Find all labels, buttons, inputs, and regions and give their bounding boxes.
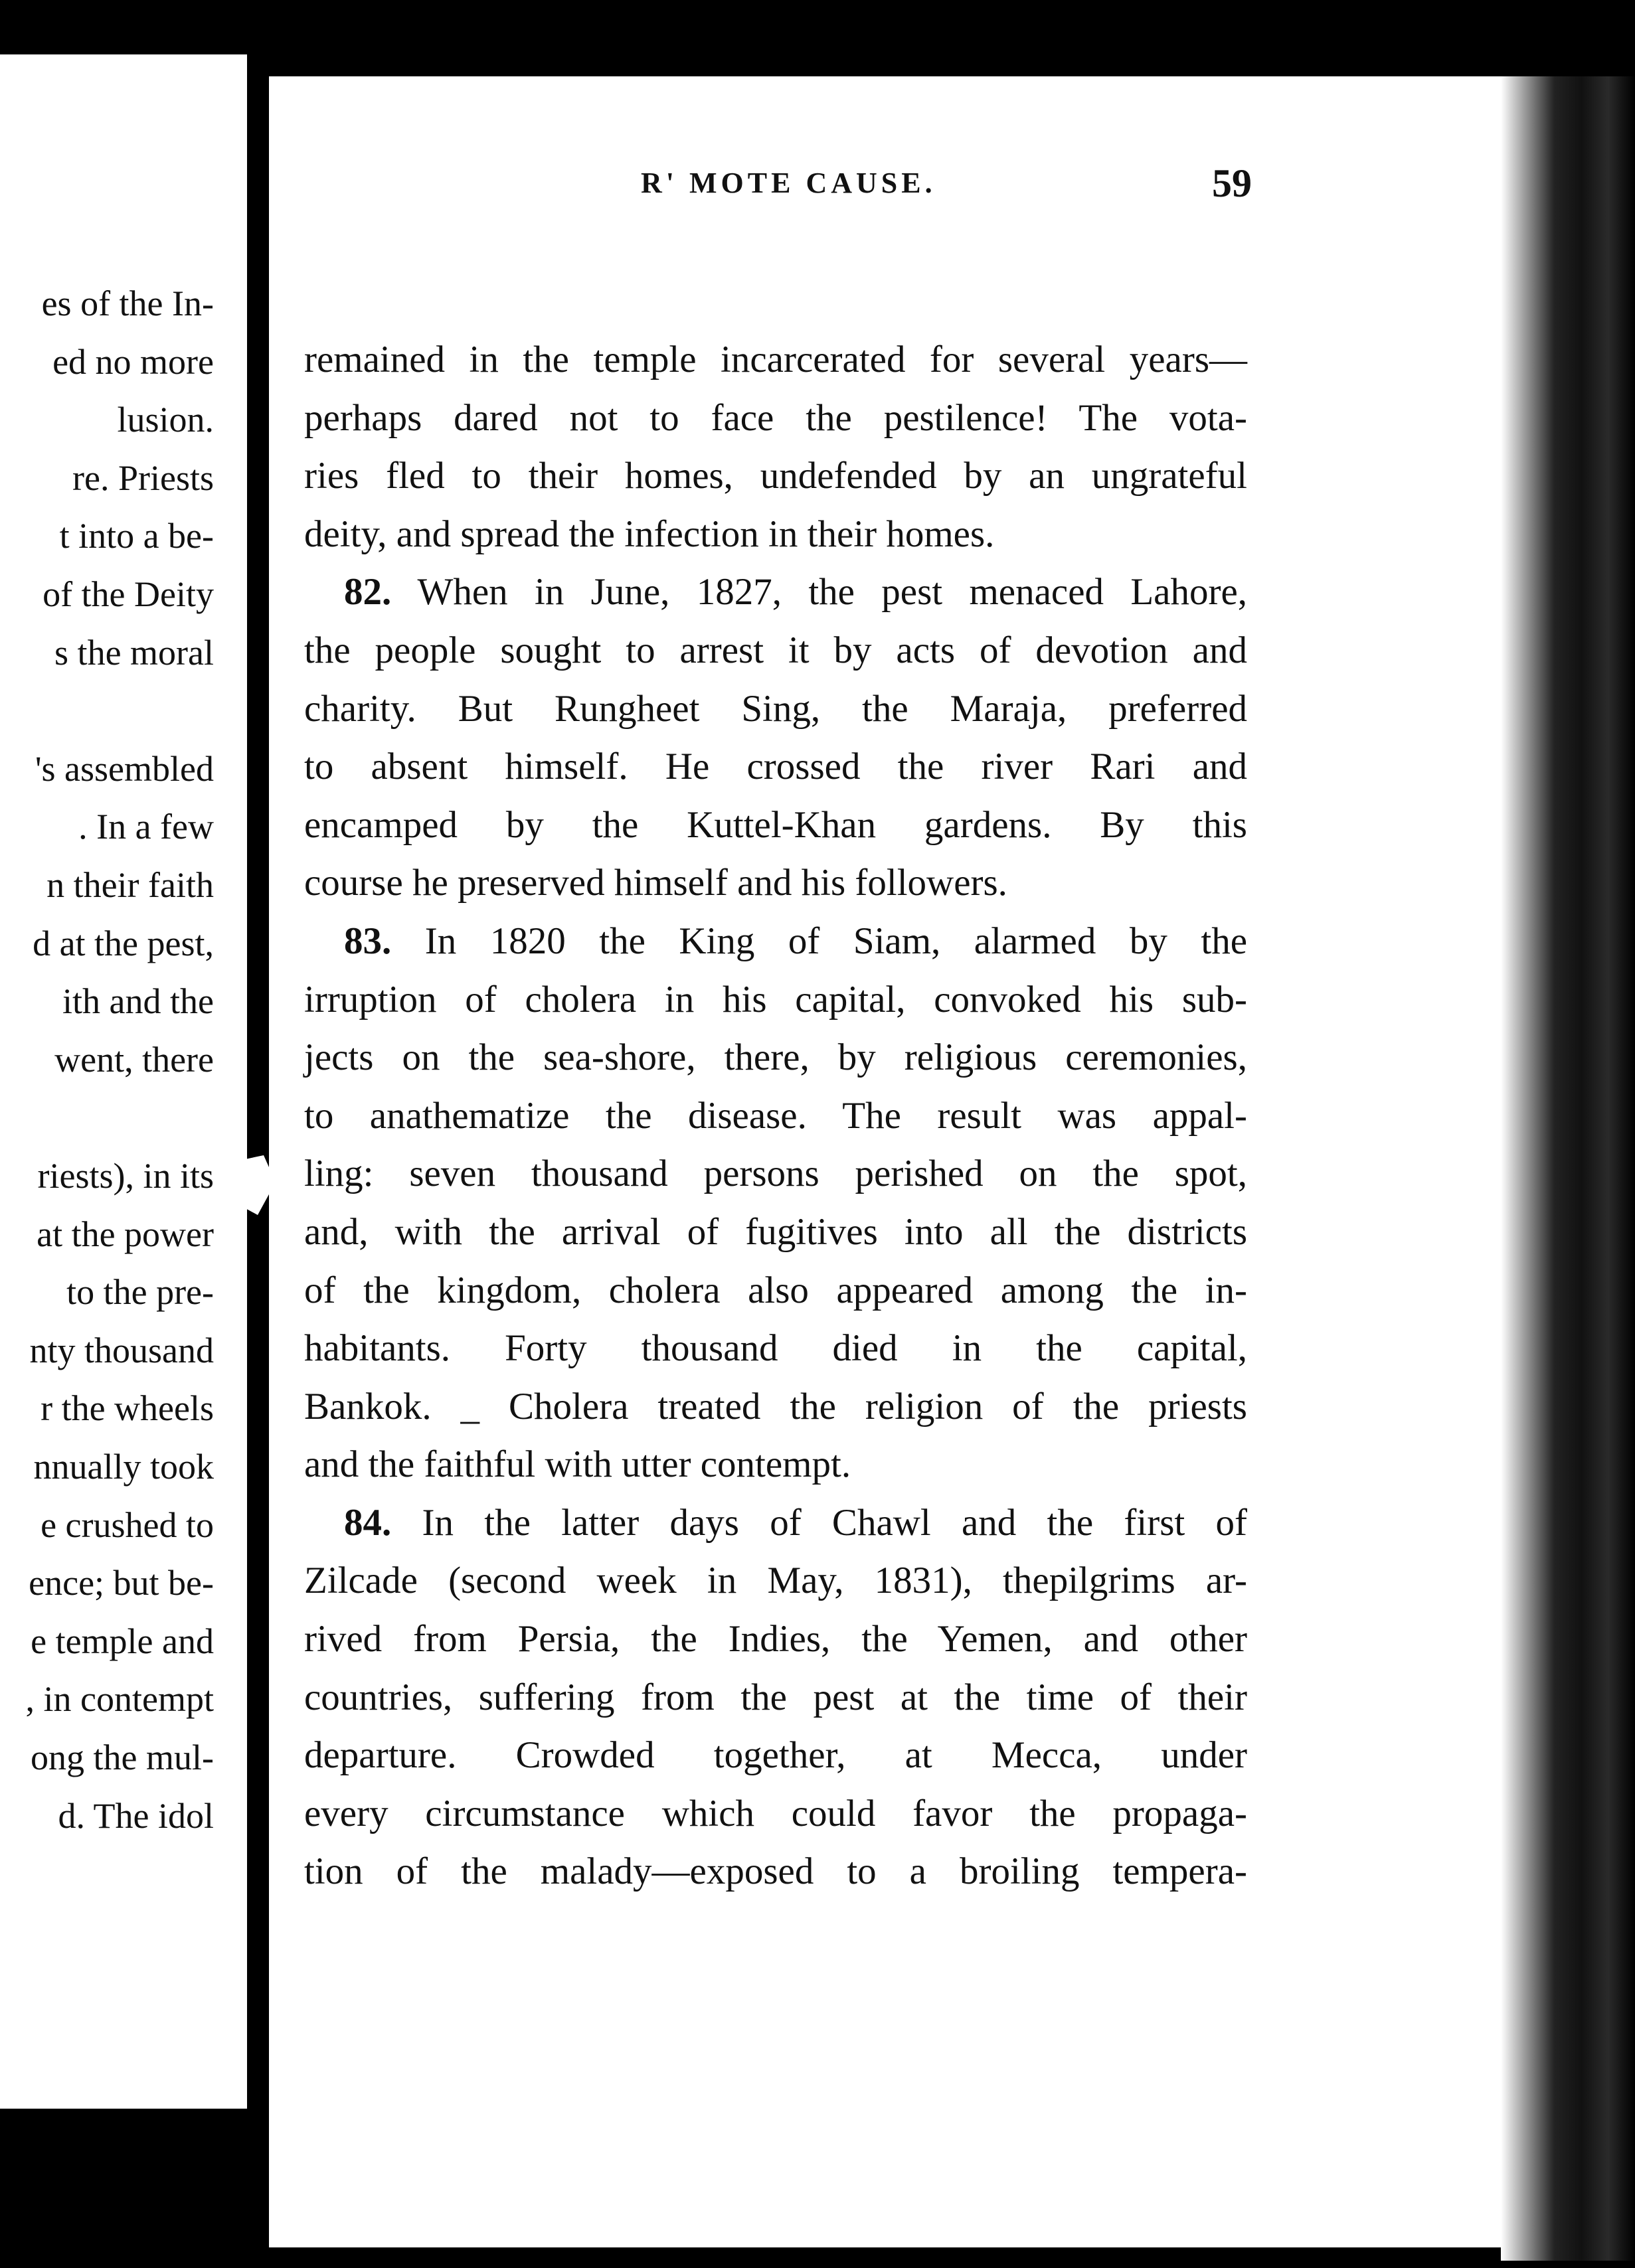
text-line: and the faithful with utter contempt. <box>304 1443 851 1486</box>
text-line: encamped by the Kuttel-Khan gardens. By this <box>304 803 1247 846</box>
page-edge <box>1501 76 1635 2261</box>
text-line: deity, and spread the infection in their homes. <box>304 513 995 555</box>
text-line: course he preserved himself and his followers. <box>304 862 1007 904</box>
running-head <box>375 161 1252 219</box>
left-page-line: went, there <box>54 1039 214 1080</box>
left-page-line: d. The idol <box>58 1795 214 1836</box>
left-page-line: nnually took <box>33 1447 214 1487</box>
text-line: perhaps dared not to face the pestilence! The vota- <box>304 396 1247 439</box>
paragraph-number: 82. <box>344 571 392 613</box>
running-head-title: R' MOTE CAUSE. <box>641 167 936 199</box>
left-page-line: e temple and <box>31 1621 214 1661</box>
paragraph-start-line: 83. In 1820 the King of Siam, alarmed by the <box>344 920 1247 962</box>
text-line: departure. Crowded together, at Mecca, under <box>304 1734 1247 1777</box>
text-line: Zilcade (second week in May, 1831), thepilgrims ar- <box>304 1560 1247 1602</box>
left-page-line: at the power <box>37 1214 214 1254</box>
left-page-line: n their faith <box>46 865 214 905</box>
left-page-line: s the moral <box>54 632 214 673</box>
text-line: countries, suffering from the pest at the time of their <box>304 1676 1247 1718</box>
text-line: rived from Persia, the Indies, the Yemen, and other <box>304 1618 1247 1660</box>
left-page-line: ith and the <box>62 981 214 1022</box>
left-page-line: ence; but be- <box>29 1563 214 1603</box>
left-page-line: , in contempt <box>25 1679 214 1720</box>
left-page-fragment <box>0 54 247 2109</box>
left-page-line: re. Priests <box>72 457 214 498</box>
body-text <box>304 331 1247 1901</box>
text-line: of the kingdom, cholera also appeared among the in- <box>304 1269 1247 1311</box>
left-page-line: ed no more <box>52 341 214 382</box>
paragraph-start-line: 82. When in June, 1827, the pest menaced Lahore, <box>344 571 1247 613</box>
text-line: the people sought to arrest it by acts of devotion and <box>304 629 1247 671</box>
left-page-line: . In a few <box>78 807 214 847</box>
page-number: 59 <box>1212 161 1252 205</box>
left-page-line: t into a be- <box>59 516 214 556</box>
left-page-line: 's assembled <box>35 748 214 789</box>
left-page-line: r the wheels <box>41 1388 214 1429</box>
text-line: to anathematize the disease. The result was appal- <box>304 1094 1247 1137</box>
paragraph-number: 83. <box>344 920 392 962</box>
text-line: irruption of cholera in his capital, convoked his sub- <box>304 978 1247 1020</box>
left-page-line: riests), in its <box>37 1156 214 1196</box>
text-line: jects on the sea-shore, there, by religious ceremonies, <box>304 1036 1247 1079</box>
text-line: tion of the malady—exposed to a broiling tempera- <box>304 1850 1247 1893</box>
text-line: every circumstance which could favor the propaga- <box>304 1792 1247 1834</box>
left-page-line: to the pre- <box>66 1272 214 1313</box>
left-page-line: of the Deity <box>43 574 214 614</box>
left-page-line: nty thousand <box>29 1330 214 1370</box>
left-page-line: es of the In- <box>41 284 214 323</box>
left-page-line: d at the pest, <box>33 923 214 963</box>
text-line: charity. But Rungheet Sing, the Maraja, preferred <box>304 687 1247 730</box>
text-line: and, with the arrival of fugitives into all the districts <box>304 1210 1247 1253</box>
paragraph-start-line: 84. In the latter days of Chawl and the first of <box>344 1501 1247 1544</box>
left-page-line: lusion. <box>117 400 214 440</box>
text-line: ries fled to their homes, undefended by an ungrateful <box>304 455 1247 497</box>
text-line: remained in the temple incarcerated for several years— <box>304 339 1247 380</box>
paragraph-number: 84. <box>344 1501 392 1544</box>
text-line: ling: seven thousand persons perished on the spot, <box>304 1153 1247 1195</box>
left-page-line: e crushed to <box>41 1504 214 1545</box>
text-line: to absent himself. He crossed the river Rari and <box>304 746 1247 788</box>
left-page-line: ong the mul- <box>31 1738 214 1777</box>
text-line: habitants. Forty thousand died in the capital, <box>304 1327 1247 1370</box>
text-line: Bankok. _ Cholera treated the religion of the priests <box>304 1385 1247 1427</box>
